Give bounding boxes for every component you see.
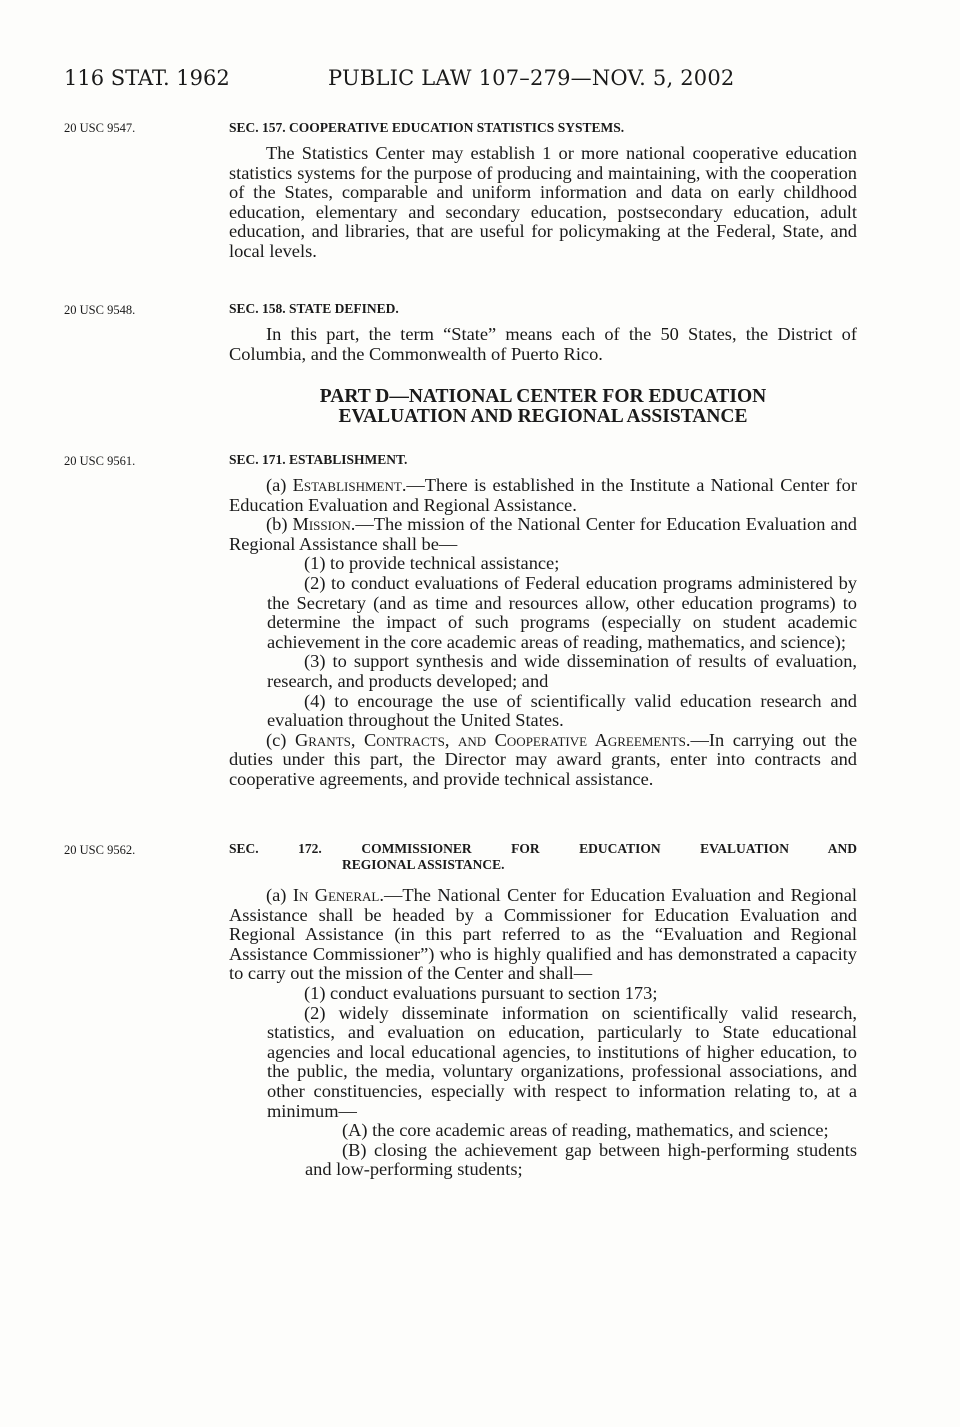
part-d-title-line-2: EVALUATION AND REGIONAL ASSISTANCE [338, 406, 748, 427]
subsection-a-label: (a) [266, 475, 293, 495]
law-ref: PUBLIC LAW 107–279—NOV. 5, 2002 [328, 66, 735, 90]
page-ref: 116 STAT. 1962 [64, 66, 230, 90]
section-157-body [229, 144, 857, 262]
subsection-172-a-text: .—The National Center for Education Evaluation and Regional Assistance shall be headed by a Commissioner for Education Evaluation and Regional Assistance (in this part referred to as the “Evaluation and Regional Assistance Commissioner”) who is highly qualified and has demonstrated a capacity to carry out the mission of the Center and shall— [229, 885, 858, 984]
section-172-heading-line-2: REGIONAL ASSISTANCE. [342, 857, 505, 872]
subsection-a [229, 476, 857, 515]
usc-citation-9562: 20 USC 9562. [64, 843, 136, 857]
part-d-title-line-1: PART D—NATIONAL CENTER FOR EDUCATION [319, 386, 767, 407]
paragraph-172-a2: (2) widely disseminate information on scientifically valid research, statistics, and evaluation on education, particularly to State educational agencies and local educational agencies, to institutions of higher education, to the public, the media, voluntary organizations, professional associations, and other constituencies, especially with respect to information relating to, at a minimum— [267, 1002, 857, 1121]
subsection-c-text: .—In carrying out the duties under this part, the Director may award grants, enter into contracts and cooperative agreements, and provide technical assistance. [229, 729, 857, 789]
part-d-title [229, 387, 857, 427]
paragraph-b4: (4) to encourage the use of scientifically valid education research and evaluation throughout the United States. [267, 690, 857, 731]
subsection-b-label: (b) [266, 514, 293, 535]
section-157-paragraph: The Statistics Center may establish 1 or more national cooperative education statistics systems for the purpose of producing and maintaining, with the cooperation of the States, comparable and uniform information and data on early childhood education, elementary and secondary education, postsecondary education, adult education, and libraries, that are useful for policymaking at the Federal, State, and local levels. [229, 143, 857, 261]
subsection-c-caption: Grants, Contracts, and Cooperative Agreements [294, 729, 686, 750]
subsection-a-text: .—There is established in the Institute a National Center for Education Evaluation and Regional Assistance. [229, 475, 857, 515]
section-171-heading: SEC. 171. ESTABLISHMENT. [229, 452, 408, 467]
subsection-b [229, 515, 857, 554]
subsection-c [229, 731, 857, 790]
paragraph-b1: (1) to provide technical assistance; [304, 553, 560, 574]
paragraph-b2: (2) to conduct evaluations of Federal education programs administered by the Secretary (and as time and resources allow, other education programs) to determine the impact of such programs (especially on student academic achievement in the core academic areas of reading, mathematics, and science); [267, 572, 857, 652]
section-172-heading-line-1: SEC. 172. COMMISSIONER FOR EDUCATION EVALUATION AND [229, 841, 857, 856]
subsection-b-caption: Mission [292, 514, 351, 535]
subsection-172-a-caption: In General [292, 885, 380, 905]
section-172-body [229, 886, 857, 1180]
usc-citation-9547: 20 USC 9547. [64, 121, 136, 135]
subsection-172-a [229, 886, 857, 984]
section-157-heading: SEC. 157. COOPERATIVE EDUCATION STATISTICS SYSTEMS. [229, 120, 625, 135]
section-171-body [229, 476, 857, 790]
section-172-heading [229, 841, 857, 873]
subsection-a-caption: Establishment [292, 475, 402, 495]
subparagraph-172-B: (B) closing the achievement gap between high-performing students and low-performing students; [305, 1139, 857, 1180]
subsection-b-text: .—The mission of the National Center for Education Evaluation and Regional Assistance shall be— [229, 514, 858, 554]
subsection-172-a-label: (a) [266, 885, 293, 905]
paragraph-172-a1: (1) conduct evaluations pursuant to section 173; [304, 982, 658, 1003]
section-158-heading: SEC. 158. STATE DEFINED. [229, 301, 399, 316]
paragraph-b3: (3) to support synthesis and wide dissemination of results of evaluation, research, and products developed; and [267, 651, 857, 691]
subparagraph-172-A: (A) the core academic areas of reading, mathematics, and science; [342, 1120, 829, 1141]
section-158-body [229, 325, 857, 364]
usc-citation-9561: 20 USC 9561. [64, 454, 136, 468]
subsection-c-label: (c) [266, 729, 295, 750]
usc-citation-9548: 20 USC 9548. [64, 303, 136, 317]
section-158-paragraph: In this part, the term “State” means each of the 50 States, the District of Columbia, and the Commonwealth of Puerto Rico. [229, 324, 857, 364]
